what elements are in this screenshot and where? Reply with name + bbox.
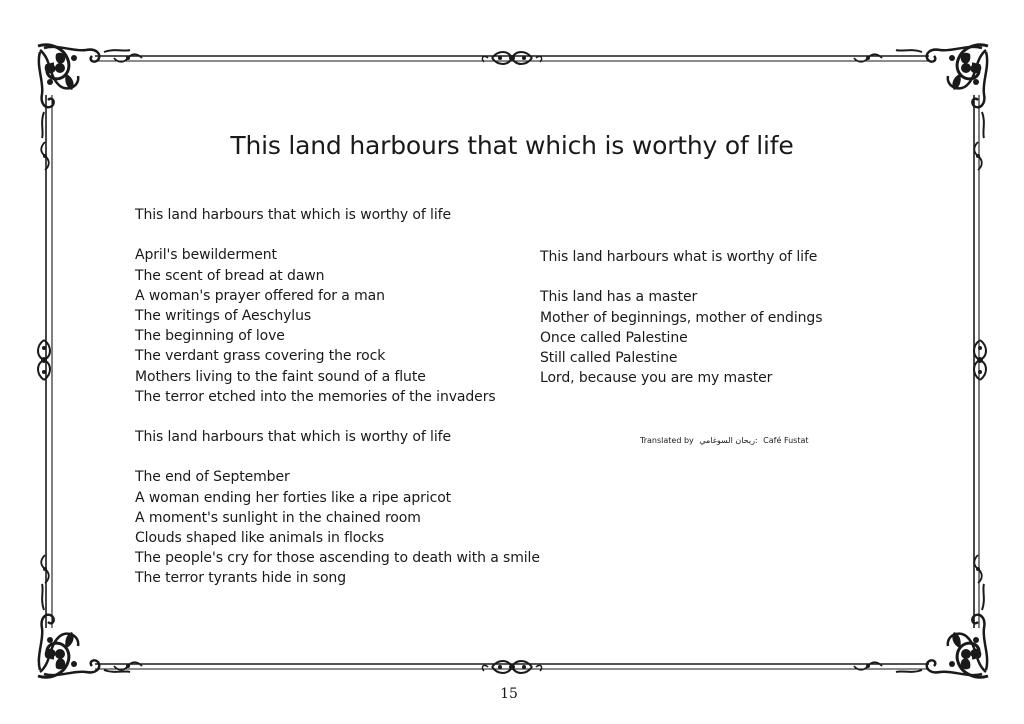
poem-line: The scent of bread at dawn <box>135 267 325 284</box>
stanza-gap <box>135 225 535 245</box>
page-title: This land harbours that which is worthy of life <box>230 131 794 160</box>
poem-line: A moment's sunlight in the chained room <box>135 509 421 526</box>
poem-line: This land harbours that which is worthy of life <box>135 429 451 446</box>
poem-line: Lord, because you are my master <box>540 370 773 387</box>
poem-line: Mother of beginnings, mother of endings <box>540 309 823 326</box>
flourish-left-lower <box>41 555 49 583</box>
poem-right-column <box>540 247 830 388</box>
mid-ornament-bottom <box>482 661 541 673</box>
credit-label: Translated by <box>640 436 694 445</box>
poem-line: This land harbours what is worthy of life <box>540 249 818 265</box>
poem-line: April's bewilderment <box>135 247 277 264</box>
poem-line: This land harbours that which is worthy of life <box>135 207 451 223</box>
poem-line: The end of September <box>135 469 290 486</box>
poem-line: The beginning of love <box>135 328 285 345</box>
poem-line: This land has a master <box>540 289 698 306</box>
poem-line: Clouds shaped like animals in flocks <box>135 530 385 546</box>
poem-line: The terror etched into the memories of the invaders <box>135 388 496 405</box>
poem-line: Mothers living to the faint sound of a flute <box>135 368 426 385</box>
stanza-gap <box>135 447 535 467</box>
credit-translator: :ريحان السوغامي <box>699 436 758 445</box>
stanza-gap <box>135 407 535 427</box>
poem-line: The people's cry for those ascending to death with a smile <box>135 550 540 567</box>
page-number: 15 <box>500 686 518 702</box>
mid-ornament-left <box>38 340 50 380</box>
flourish-right-lower <box>974 555 982 583</box>
poem-line: The verdant grass covering the rock <box>135 348 386 365</box>
mid-ornament-right <box>974 340 986 380</box>
translation-credit <box>640 436 812 445</box>
poem-line: A woman's prayer offered for a man <box>135 287 385 304</box>
poem-line: A woman ending her forties like a ripe apricot <box>135 489 452 506</box>
mid-ornament-top <box>482 52 541 64</box>
poem-line: The writings of Aeschylus <box>135 307 312 324</box>
poem-left-column <box>135 205 540 589</box>
poem-line: Still called Palestine <box>540 349 678 366</box>
stanza-gap <box>540 267 830 287</box>
credit-publisher: Café Fustat <box>763 436 809 445</box>
poem-line: Once called Palestine <box>540 329 688 346</box>
poem-line: The terror tyrants hide in song <box>135 570 346 587</box>
